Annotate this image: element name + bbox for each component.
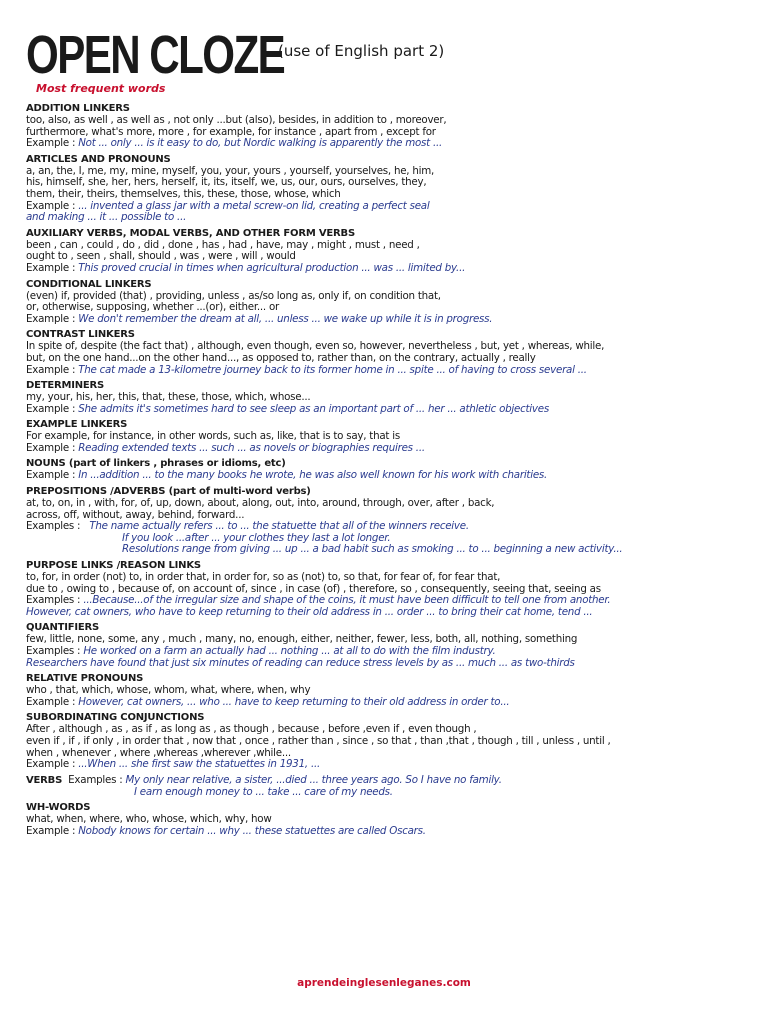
section-heading: ADDITION LINKERS bbox=[26, 103, 130, 114]
example-label: Examples : bbox=[68, 773, 123, 786]
example-label: Example : bbox=[26, 199, 76, 212]
example-text: Researchers have found that just six minutes of reading can reduce stress levels by as ... much ... as two-thirds bbox=[26, 656, 575, 669]
word-list-line: or, otherwise, supposing, whether ...(or), either... or bbox=[26, 301, 280, 314]
word-list-line: who , that, which, whose, whom, what, where, when, why bbox=[26, 684, 311, 697]
tagline: Most frequent words bbox=[36, 82, 166, 95]
section-heading: CONDITIONAL LINKERS bbox=[26, 278, 152, 290]
example-label: Example : bbox=[26, 137, 76, 150]
section-heading: PREPOSITIONS /ADVERBS (part of multi-word verbs) bbox=[26, 486, 311, 498]
section-subordinating-conjunctions bbox=[26, 712, 748, 770]
example-label: Example : bbox=[26, 758, 76, 771]
section-purpose-reason-links bbox=[26, 560, 748, 618]
word-list-line: (even) if, provided (that) , providing, unless , as/so long as, only if, on condition that, bbox=[26, 289, 441, 302]
section-contrast-linkers bbox=[26, 329, 748, 376]
example-text: I earn enough money to ... take ... care of my needs. bbox=[134, 785, 393, 798]
word-list-line: when , whenever , where ,whereas ,wherever ,while... bbox=[26, 746, 291, 759]
example-label: Example : bbox=[26, 824, 76, 837]
word-list-line: furthermore, what's more, more , for example, for instance , apart from , except for bbox=[26, 125, 436, 138]
example-label: Example : bbox=[26, 695, 76, 708]
section-verbs bbox=[26, 775, 748, 799]
example-text: My only near relative, a sister, ...died ... three years ago. So I have no family. bbox=[125, 773, 502, 786]
example-row bbox=[26, 658, 748, 670]
word-list-line: them, their, theirs, themselves, this, these, those, whose, which bbox=[26, 187, 341, 200]
section-heading: ARTICLES AND PRONOUNS bbox=[26, 153, 171, 165]
example-text: ...When ... she first saw the statuettes in 1931, ... bbox=[78, 758, 321, 771]
section-heading: CONTRAST LINKERS bbox=[26, 329, 135, 341]
example-text: She admits it's sometimes hard to see sleep as an important part of ... her ... athletic objectives bbox=[78, 402, 549, 415]
section-addition bbox=[26, 103, 748, 150]
word-list-line: to, for, in order (not) to, in order that, in order for, so as (not) to, so that, for fear of, for fear that, bbox=[26, 571, 501, 584]
example-label: Example : bbox=[26, 261, 76, 274]
example-label: Examples : bbox=[26, 520, 81, 533]
example-text: We don't remember the dream at all, ... unless ... we wake up while it is in progress. bbox=[78, 312, 493, 325]
example-row bbox=[26, 759, 748, 771]
footer-website: aprendeinglesenleganes.com bbox=[297, 977, 471, 989]
section-auxiliary-verbs bbox=[26, 228, 748, 275]
example-label: Example : bbox=[26, 363, 76, 376]
section-quantifiers bbox=[26, 622, 748, 669]
word-list-line: After , although , as , as if , as long as , as though , because , before ,even if , even though , bbox=[26, 723, 477, 736]
word-list-line: what, when, where, who, whose, which, why, how bbox=[26, 813, 272, 826]
example-text: In ...addition ... to the many books he wrote, he was also well known for his work with charities. bbox=[78, 469, 548, 482]
example-row bbox=[26, 607, 748, 619]
example-row bbox=[26, 470, 748, 482]
example-row bbox=[26, 646, 748, 658]
example-text: Resolutions range from giving ... up ... a bad habit such as smoking ... to ... beginning a new activity... bbox=[122, 543, 623, 556]
example-text: ... invented a glass jar with a metal screw-on lid, creating a perfect seal bbox=[78, 199, 430, 212]
word-list-line: but, on the one hand...on the other hand..., as opposed to, rather than, on the contrary, actually , really bbox=[26, 351, 536, 364]
example-text: However, cat owners, who have to keep returning to their old address in ... order ... to bring their cat home, tend ... bbox=[26, 605, 593, 618]
section-heading: EXAMPLE LINKERS bbox=[26, 419, 128, 431]
word-list-line: my, your, his, her, this, that, these, those, which, whose... bbox=[26, 391, 311, 404]
example-row bbox=[26, 443, 748, 455]
page-title: OPEN CLOZE bbox=[26, 25, 285, 85]
example-text: Nobody knows for certain ... why ... these statuettes are called Oscars. bbox=[78, 824, 426, 837]
example-text: Reading extended texts ... such ... as novels or biographies requires ... bbox=[78, 441, 425, 454]
section-heading: NOUNS (part of linkers , phrases or idioms, etc) bbox=[26, 458, 286, 470]
example-text: However, cat owners, ... who ... have to keep returning to their old address in order to... bbox=[78, 695, 510, 708]
section-wh-words bbox=[26, 802, 748, 837]
section-articles-pronouns bbox=[26, 154, 748, 224]
section-prepositions-adverbs bbox=[26, 486, 748, 556]
example-text: ...Because...of the irregular size and shape of the coins, it must have been difficult to tell one from another. bbox=[83, 594, 611, 607]
word-list-line: been , can , could , do , did , done , has , had , have, may , might , must , need , bbox=[26, 238, 420, 251]
example-text: He worked on a farm an actually had ... nothing ... at all to do with the film industry. bbox=[83, 645, 496, 657]
example-text: This proved crucial in times when agricultural production ... was ... limited by... bbox=[78, 261, 466, 274]
example-row bbox=[26, 365, 748, 377]
section-example-linkers bbox=[26, 419, 748, 454]
page-subtitle: (use of English part 2) bbox=[278, 42, 445, 60]
example-row bbox=[26, 212, 748, 224]
example-text: Not ... only ... is it easy to do, but Nordic walking is apparently the most ... bbox=[78, 137, 443, 150]
section-heading: RELATIVE PRONOUNS bbox=[26, 673, 144, 685]
example-label: Example : bbox=[26, 402, 76, 415]
word-list-line: In spite of, despite (the fact that) , although, even though, even so, however, nevertheless , but, yet , whereas, while, bbox=[26, 340, 605, 353]
section-heading: SUBORDINATING CONJUNCTIONS bbox=[26, 712, 205, 724]
word-list-line: For example, for instance, in other words, such as, like, that is to say, that is bbox=[26, 430, 400, 443]
example-text: The name actually refers ... to ... the statuette that all of the winners receive. bbox=[89, 520, 469, 533]
section-heading: PURPOSE LINKS /REASON LINKS bbox=[26, 560, 201, 572]
example-row bbox=[26, 775, 748, 787]
word-list-line: his, himself, she, her, hers, herself, it, its, itself, we, us, our, ours, ourselves, they, bbox=[26, 176, 427, 189]
document-page bbox=[26, 24, 748, 842]
example-label: Example : bbox=[26, 312, 76, 325]
section-conditional-linkers bbox=[26, 279, 748, 326]
word-list-line: across, off, without, away, behind, forward... bbox=[26, 508, 245, 521]
example-label: Examples : bbox=[26, 594, 81, 607]
title-row bbox=[26, 24, 748, 85]
example-row bbox=[26, 138, 748, 150]
section-heading: DETERMINERS bbox=[26, 380, 105, 392]
example-row bbox=[26, 787, 748, 799]
example-row bbox=[26, 404, 748, 416]
example-row bbox=[26, 263, 748, 275]
example-text: The cat made a 13-kilometre journey back to its former home in ... spite ... of having to cross several ... bbox=[78, 363, 587, 376]
word-list-line: at, to, on, in , with, for, of, up, down, about, along, out, into, around, through, over, after , back, bbox=[26, 497, 495, 510]
example-text: If you look ...after ... your clothes they last a lot longer. bbox=[122, 531, 391, 544]
example-label: Example : bbox=[26, 469, 76, 482]
word-list-line: too, also, as well , as well as , not only ...but (also), besides, in addition to , moreover, bbox=[26, 114, 447, 126]
example-label: Examples : bbox=[26, 645, 81, 657]
word-list-line: a, an, the, I, me, my, mine, myself, you, your, yours , yourself, yourselves, he, him, bbox=[26, 164, 435, 177]
example-text: and making ... it ... possible to ... bbox=[26, 211, 187, 224]
word-list-line: few, little, none, some, any , much , many, no, enough, either, neither, fewer, less, both, all, nothing, something bbox=[26, 633, 578, 646]
section-relative-pronouns bbox=[26, 673, 748, 708]
example-row bbox=[26, 314, 748, 326]
section-heading: QUANTIFIERS bbox=[26, 622, 100, 634]
word-list-line: due to , owing to , because of, on account of, since , in case (of) , therefore, so , consequently, seeing that, seeing as bbox=[26, 582, 601, 595]
section-nouns bbox=[26, 458, 748, 482]
section-heading: AUXILIARY VERBS, MODAL VERBS, AND OTHER FORM VERBS bbox=[26, 227, 355, 239]
section-heading: WH-WORDS bbox=[26, 802, 91, 814]
example-label: Example : bbox=[26, 441, 76, 454]
section-heading: VERBS bbox=[26, 774, 63, 786]
example-row bbox=[26, 544, 748, 556]
example-row bbox=[26, 697, 748, 709]
section-determiners bbox=[26, 380, 748, 415]
word-list-line: ought to , seen , shall, should , was , were , will , would bbox=[26, 250, 296, 263]
word-list-line: even if , if , if only , in order that , now that , once , rather than , since , so that , than ,that , though , till , unless , until , bbox=[26, 734, 611, 747]
example-row bbox=[26, 826, 748, 838]
